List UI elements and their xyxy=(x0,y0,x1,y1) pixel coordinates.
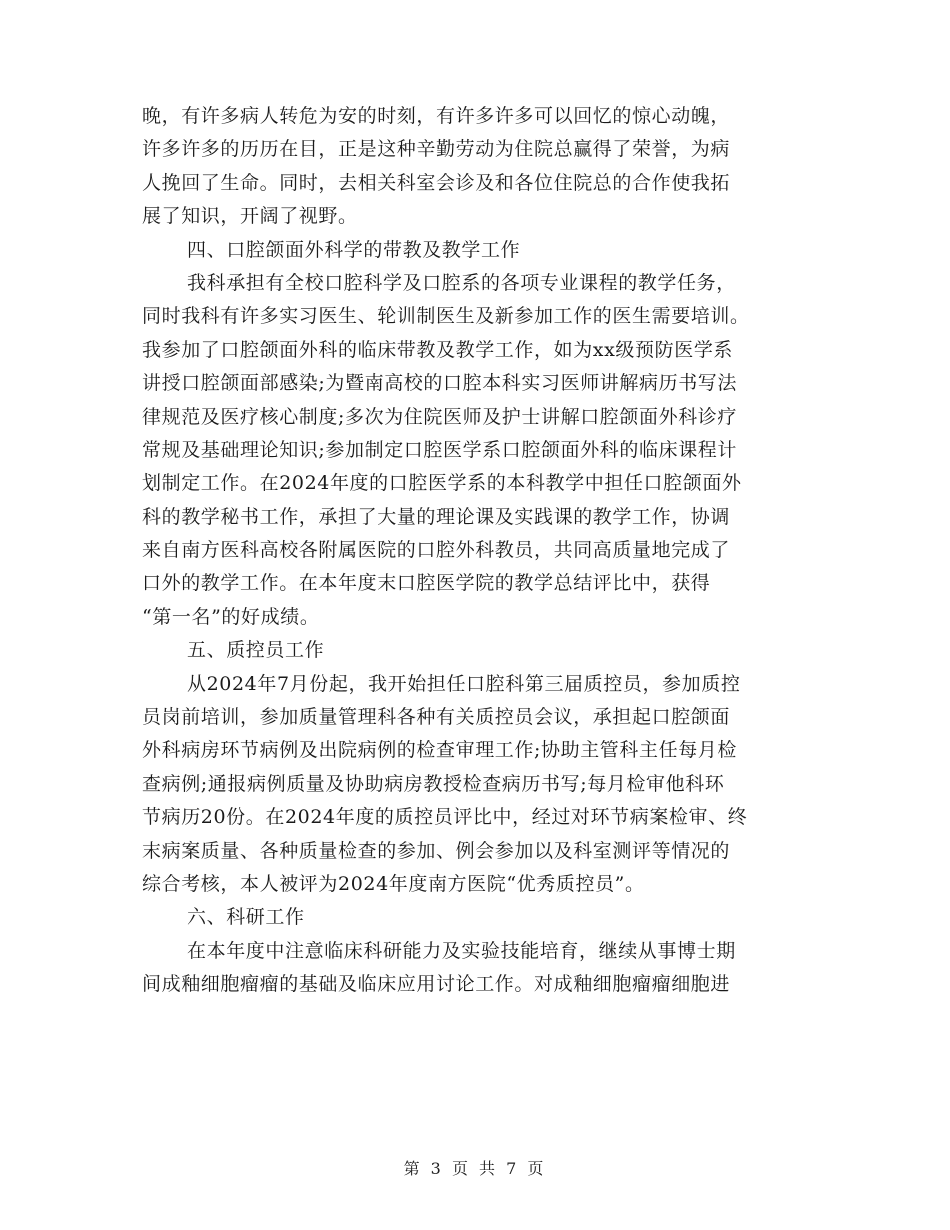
text-line: 四、口腔颌面外科学的带教及教学工作 xyxy=(187,238,521,261)
text-line: 科的教学秘书工作，承担了大量的理论课及实践课的教学工作，协调 xyxy=(142,505,731,528)
page-number-footer: 第 3 页 共 7 页 xyxy=(403,1159,547,1178)
text-line: 间成釉细胞瘤瘤的基础及临床应用讨论工作。对成釉细胞瘤瘤细胞进 xyxy=(142,973,731,996)
text-line: 人挽回了生命。同时，去相关科室会诊及和各位住院总的合作使我拓 xyxy=(142,171,731,194)
text-line: 外科病房环节病例及出院病例的检查审理工作;协助主管科主任每月检 xyxy=(142,739,738,762)
text-line: 许多许多的历历在目，正是这种辛勤劳动为住院总赢得了荣誉，为病 xyxy=(142,138,731,161)
text-line: “第一名”的好成绩。 xyxy=(142,605,320,628)
text-line: 来自南方医科高校各附属医院的口腔外科教员，共同高质量地完成了 xyxy=(142,539,731,562)
text-line: 从2024年7月份起，我开始担任口腔科第三届质控员，参加质控 xyxy=(187,672,741,695)
text-line: 划制定工作。在2024年度的口腔医学系的本科教学中担任口腔颌面外 xyxy=(142,472,742,495)
text-line: 我参加了口腔颌面外科的临床带教及教学工作，如为xx级预防医学系 xyxy=(142,338,734,361)
text-line: 五、质控员工作 xyxy=(187,639,325,662)
text-line: 末病案质量、各种质量检查的参加、例会参加以及科室测评等情况的 xyxy=(142,839,731,862)
text-line: 在本年度中注意临床科研能力及实验技能培育，继续从事博士期 xyxy=(187,939,736,962)
text-line: 节病历20份。在2024年度的质控员评比中，经过对环节病案检审、终 xyxy=(142,806,748,829)
text-line: 展了知识，开阔了视野。 xyxy=(142,205,358,228)
text-line: 综合考核，本人被评为2024年度南方医院“优秀质控员”。 xyxy=(142,872,645,895)
text-line: 员岗前培训，参加质量管理科各种有关质控员会议，承担起口腔颌面 xyxy=(142,706,731,729)
text-line: 口外的教学工作。在本年度末口腔医学院的教学总结评比中，获得 xyxy=(142,572,711,595)
text-line: 律规范及医疗核心制度;多次为住院医师及护士讲解口腔颌面外科诊疗 xyxy=(142,405,738,428)
document-body xyxy=(142,100,814,1002)
text-line: 同时我科有许多实习医生、轮训制医生及新参加工作的医生需要培训。 xyxy=(142,305,750,328)
text-line: 六、科研工作 xyxy=(187,906,305,929)
text-line: 我科承担有全校口腔科学及口腔系的各项专业课程的教学任务， xyxy=(187,271,736,294)
text-line: 常规及基础理论知识;参加制定口腔医学系口腔颌面外科的临床课程计 xyxy=(142,438,738,461)
text-line: 查病例;通报病例质量及协助病房教授检查病历书写;每月检审他科环 xyxy=(142,772,725,795)
text-line: 晚，有许多病人转危为安的时刻，有许多许多可以回忆的惊心动魄， xyxy=(142,105,731,127)
text-line: 讲授口腔颌面部感染;为暨南高校的口腔本科实习医师讲解病历书写法 xyxy=(142,372,738,395)
